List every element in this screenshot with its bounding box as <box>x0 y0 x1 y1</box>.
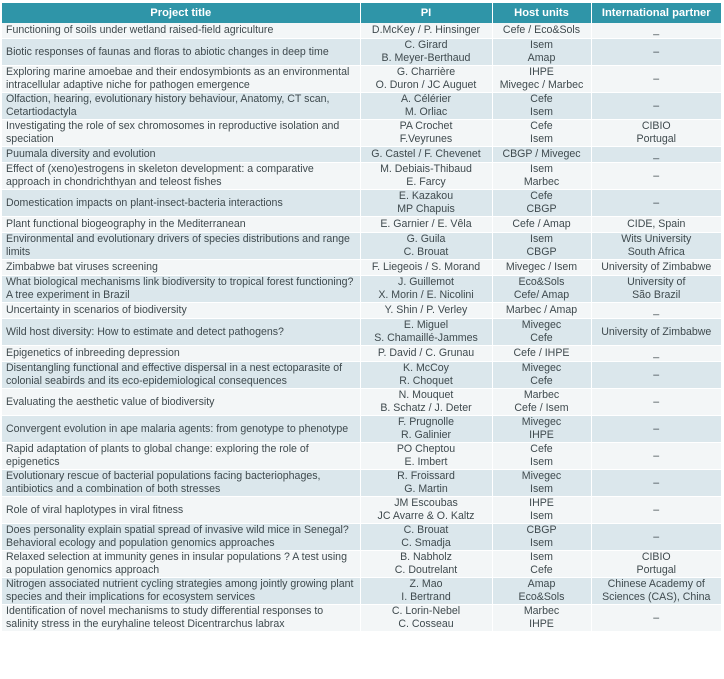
pi-cell <box>360 346 492 362</box>
pi-name: S. Chamaillé-Jammes <box>374 332 478 344</box>
pi-cell <box>360 470 492 497</box>
partner-line: São Brazil <box>632 289 681 301</box>
partner-cell <box>591 303 721 319</box>
pi-name: D.McKey / P. Hinsinger <box>371 24 481 37</box>
project-title-cell: Zimbabwe bat viruses screening <box>2 260 360 276</box>
pi-name: E. Farcy <box>406 176 446 188</box>
host-unit: Eco&Sols <box>518 591 565 603</box>
project-title-cell: What biological mechanisms link biodiversity to tropical forest functioning? A tree experiment in Brazil <box>2 276 360 303</box>
partner-cell <box>591 362 721 389</box>
pi-name: G. Castel / F. Chevenet <box>371 148 481 161</box>
pi-cell <box>360 163 492 190</box>
partner-line: – <box>653 422 660 435</box>
pi-cell <box>360 578 492 605</box>
pi-cell <box>360 217 492 233</box>
table-row <box>2 470 721 497</box>
host-units-cell <box>492 39 591 66</box>
host-unit: CBGP / Mivegec <box>502 148 581 161</box>
pi-name: B. Schatz / J. Deter <box>380 402 472 414</box>
partner-line: University of <box>627 276 686 289</box>
table-row <box>2 23 721 39</box>
host-unit: Isem <box>530 551 553 564</box>
host-unit: Cefe <box>530 443 553 456</box>
partner-line: CIDE, Spain <box>627 218 686 231</box>
pi-name: B. Meyer-Berthaud <box>381 52 471 64</box>
partner-line: – <box>653 449 660 462</box>
partner-line: – <box>653 476 660 489</box>
host-units-cell <box>492 23 591 39</box>
pi-name: N. Mouquet <box>398 389 454 402</box>
pi-cell <box>360 66 492 93</box>
project-title-cell: Identification of novel mechanisms to study differential responses to salinity stress in the euryhaline teleost Dicentrarchus labrax <box>2 605 360 632</box>
partner-cell <box>591 39 721 66</box>
partner-line: _ <box>653 304 660 317</box>
pi-name: JC Avarre & O. Kaltz <box>377 510 475 522</box>
project-title-cell: Does personality explain spatial spread of invasive wild mice in Senegal? Behavioral ecology and population genomics approaches <box>2 524 360 551</box>
host-unit: Mivegec <box>521 470 562 483</box>
host-units-cell <box>492 276 591 303</box>
host-unit: IHPE <box>529 497 554 510</box>
table-row <box>2 39 721 66</box>
pi-name: P. David / C. Grunau <box>377 347 475 360</box>
partner-cell <box>591 233 721 260</box>
host-units-cell <box>492 319 591 346</box>
project-title-cell: Effect of (xeno)estrogens in skeleton development: a comparative approach in chondrichthyan and teleost fishes <box>2 163 360 190</box>
pi-name: F. Prugnolle <box>398 416 454 429</box>
pi-cell <box>360 551 492 578</box>
partner-cell <box>591 389 721 416</box>
table-row <box>2 416 721 443</box>
pi-cell <box>360 416 492 443</box>
pi-name: C. Lorin-Nebel <box>391 605 461 618</box>
pi-cell <box>360 120 492 147</box>
project-title-cell: Role of viral haplotypes in viral fitness <box>2 497 360 524</box>
partner-cell <box>591 147 721 163</box>
pi-name: C. Brouat <box>403 524 449 537</box>
pi-name: R. Choquet <box>399 375 453 387</box>
project-title-cell: Environmental and evolutionary drivers of species distributions and range limits <box>2 233 360 260</box>
host-units-cell <box>492 147 591 163</box>
pi-name: PO Cheptou <box>396 443 456 456</box>
pi-name: G. Guila <box>406 233 446 246</box>
project-title-cell: Functioning of soils under wetland raised-field agriculture <box>2 23 360 39</box>
host-unit: Cefe / IHPE <box>513 347 570 360</box>
table-row <box>2 66 721 93</box>
projects-table-container <box>2 3 721 632</box>
host-units-cell <box>492 260 591 276</box>
host-unit: Cefe / Eco&Sols <box>502 24 581 37</box>
project-title-cell: Evaluating the aesthetic value of biodiversity <box>2 389 360 416</box>
host-unit: Mivegec / Marbec <box>499 79 584 91</box>
project-title-cell: Evolutionary rescue of bacterial populations facing bacteriophages, antibiotics and a combination of both stresses <box>2 470 360 497</box>
pi-name: C. Girard <box>404 39 448 52</box>
header-project-title: Project title <box>2 3 360 23</box>
partner-line: _ <box>653 24 660 37</box>
host-units-cell <box>492 551 591 578</box>
partner-cell <box>591 163 721 190</box>
host-unit: Isem <box>530 233 553 246</box>
host-units-cell <box>492 362 591 389</box>
pi-name: C. Doutrelant <box>394 564 458 576</box>
pi-name: R. Galinier <box>400 429 452 441</box>
host-unit: IHPE <box>529 618 554 630</box>
partner-cell <box>591 416 721 443</box>
partner-cell <box>591 23 721 39</box>
host-unit: Cefe <box>530 93 553 106</box>
table-row <box>2 303 721 319</box>
host-units-cell <box>492 443 591 470</box>
partner-line: – <box>653 368 660 381</box>
partner-line: Sciences (CAS), China <box>602 591 711 603</box>
pi-cell <box>360 303 492 319</box>
partner-line: _ <box>653 347 660 360</box>
pi-cell <box>360 276 492 303</box>
project-title-cell: Convergent evolution in ape malaria agents: from genotype to phenotype <box>2 416 360 443</box>
host-units-cell <box>492 524 591 551</box>
partner-line: CIBIO <box>641 120 671 133</box>
partner-line: _ <box>653 148 660 161</box>
host-unit: Isem <box>530 537 553 549</box>
pi-name: K. McCoy <box>403 362 449 375</box>
host-unit: Cefe / Amap <box>512 218 571 231</box>
host-units-cell <box>492 416 591 443</box>
host-unit: IHPE <box>529 66 554 79</box>
pi-cell <box>360 389 492 416</box>
partner-line: Wits University <box>621 233 692 246</box>
partner-cell <box>591 66 721 93</box>
host-unit: Isem <box>530 483 553 495</box>
host-unit: IHPE <box>529 429 554 441</box>
partner-cell <box>591 190 721 217</box>
pi-cell <box>360 443 492 470</box>
host-units-cell <box>492 163 591 190</box>
table-row <box>2 389 721 416</box>
partner-line: University of Zimbabwe <box>601 325 712 338</box>
project-title-cell: Relaxed selection at immunity genes in insular populations ? A test using a population genomics approach <box>2 551 360 578</box>
project-title-cell: Rapid adaptation of plants to global change: exploring the role of epigenetics <box>2 443 360 470</box>
pi-name: O. Duron / JC Auguet <box>375 79 477 91</box>
pi-cell <box>360 147 492 163</box>
pi-name: J. Guillemot <box>398 276 454 289</box>
pi-name: E. Imbert <box>404 456 448 468</box>
table-row <box>2 260 721 276</box>
partner-cell <box>591 578 721 605</box>
table-row <box>2 190 721 217</box>
host-units-cell <box>492 93 591 120</box>
host-units-cell <box>492 233 591 260</box>
pi-name: G. Martin <box>404 483 448 495</box>
partner-cell <box>591 470 721 497</box>
partner-cell <box>591 346 721 362</box>
pi-cell <box>360 497 492 524</box>
table-row <box>2 217 721 233</box>
partner-line: – <box>653 530 660 543</box>
pi-name: A. Célérier <box>400 93 452 106</box>
partner-line: – <box>653 72 660 85</box>
host-units-cell <box>492 346 591 362</box>
host-unit: Mivegec / Isem <box>505 261 578 274</box>
pi-name: E. Kazakou <box>398 190 454 203</box>
project-title-cell: Plant functional biogeography in the Mediterranean <box>2 217 360 233</box>
partner-line: – <box>653 196 660 209</box>
table-row <box>2 319 721 346</box>
header-host-units: Host units <box>492 3 591 23</box>
header-row <box>2 3 721 23</box>
host-unit: Marbec / Amap <box>505 304 578 317</box>
partner-line: – <box>653 395 660 408</box>
pi-name: X. Morin / E. Nicolini <box>378 289 474 301</box>
partner-line: – <box>653 99 660 112</box>
pi-name: G. Charrière <box>396 66 456 79</box>
pi-name: F.Veyrunes <box>399 133 453 145</box>
table-row <box>2 362 721 389</box>
host-unit: Marbec <box>523 389 560 402</box>
partner-line: Portugal <box>636 133 676 145</box>
project-title-cell: Investigating the role of sex chromosomes in reproductive isolation and speciation <box>2 120 360 147</box>
pi-name: Y. Shin / P. Verley <box>384 304 468 317</box>
host-unit: CBGP <box>526 246 557 258</box>
host-units-cell <box>492 303 591 319</box>
pi-name: E. Garnier / E. Vêla <box>380 218 472 231</box>
header-pi: PI <box>360 3 492 23</box>
table-row <box>2 346 721 362</box>
host-unit: Eco&Sols <box>518 276 565 289</box>
table-row <box>2 551 721 578</box>
pi-cell <box>360 605 492 632</box>
pi-name: C. Cosseau <box>398 618 454 630</box>
pi-cell <box>360 233 492 260</box>
table-row <box>2 233 721 260</box>
pi-name: F. Liegeois / S. Morand <box>371 261 481 274</box>
pi-cell <box>360 362 492 389</box>
host-unit: Isem <box>530 510 553 522</box>
partner-cell <box>591 551 721 578</box>
pi-cell <box>360 319 492 346</box>
host-unit: Cefe / Isem <box>514 402 569 414</box>
pi-name: R. Froissard <box>397 470 455 483</box>
host-unit: Cefe/ Amap <box>513 289 570 301</box>
table-row <box>2 497 721 524</box>
host-units-cell <box>492 470 591 497</box>
project-title-cell: Exploring marine amoebae and their endosymbionts as an environmental intracellular adaptive niche for pathogen emergence <box>2 66 360 93</box>
table-row <box>2 578 721 605</box>
table-row <box>2 443 721 470</box>
partner-cell <box>591 497 721 524</box>
host-unit: Cefe <box>530 375 553 387</box>
projects-table <box>2 3 721 632</box>
host-unit: Cefe <box>530 332 553 344</box>
host-units-cell <box>492 605 591 632</box>
host-unit: Mivegec <box>521 319 562 332</box>
host-units-cell <box>492 120 591 147</box>
partner-line: – <box>653 503 660 516</box>
pi-cell <box>360 39 492 66</box>
host-units-cell <box>492 389 591 416</box>
host-units-cell <box>492 497 591 524</box>
host-units-cell <box>492 217 591 233</box>
table-row <box>2 276 721 303</box>
pi-name: E. Miguel <box>403 319 449 332</box>
table-row <box>2 147 721 163</box>
pi-cell <box>360 524 492 551</box>
host-unit: Isem <box>530 39 553 52</box>
partner-cell <box>591 605 721 632</box>
project-title-cell: Olfaction, hearing, evolutionary history behaviour, Anatomy, CT scan, Cetartiodactyla <box>2 93 360 120</box>
pi-name: C. Smadja <box>401 537 451 549</box>
partner-line: University of Zimbabwe <box>601 261 712 274</box>
pi-name: PA Crochet <box>399 120 453 133</box>
host-units-cell <box>492 190 591 217</box>
host-unit: Isem <box>530 106 553 118</box>
table-header <box>2 3 721 23</box>
pi-cell <box>360 190 492 217</box>
table-row <box>2 120 721 147</box>
project-title-cell: Biotic responses of faunas and floras to abiotic changes in deep time <box>2 39 360 66</box>
pi-name: C. Brouat <box>403 246 449 258</box>
host-unit: Cefe <box>530 564 553 576</box>
partner-cell <box>591 319 721 346</box>
pi-name: M. Orliac <box>404 106 448 118</box>
partner-cell <box>591 217 721 233</box>
project-title-cell: Epigenetics of inbreeding depression <box>2 346 360 362</box>
partner-line: Chinese Academy of <box>607 578 705 591</box>
partner-line: CIBIO <box>641 551 671 564</box>
project-title-cell: Domestication impacts on plant-insect-bacteria interactions <box>2 190 360 217</box>
host-unit: Mivegec <box>521 416 562 429</box>
partner-cell <box>591 524 721 551</box>
pi-cell <box>360 23 492 39</box>
host-unit: Isem <box>530 456 553 468</box>
host-units-cell <box>492 66 591 93</box>
table-row <box>2 605 721 632</box>
partner-cell <box>591 443 721 470</box>
host-unit: Cefe <box>530 190 553 203</box>
pi-name: M. Debiais-Thibaud <box>380 163 472 176</box>
pi-name: JM Escoubas <box>394 497 458 510</box>
project-title-cell: Disentangling functional and effective dispersal in a nest ectoparasite of colonial seabirds and its eco-epidemiological consequences <box>2 362 360 389</box>
table-row <box>2 524 721 551</box>
partner-cell <box>591 260 721 276</box>
host-unit: CBGP <box>526 203 557 215</box>
partner-cell <box>591 120 721 147</box>
partner-line: – <box>653 169 660 182</box>
project-title-cell: Uncertainty in scenarios of biodiversity <box>2 303 360 319</box>
header-international-partner: International partner <box>591 3 721 23</box>
pi-cell <box>360 93 492 120</box>
host-unit: Isem <box>530 133 553 145</box>
table-row <box>2 93 721 120</box>
host-unit: Cefe <box>530 120 553 133</box>
pi-name: B. Nabholz <box>400 551 452 564</box>
partner-cell <box>591 93 721 120</box>
project-title-cell: Nitrogen associated nutrient cycling strategies among jointly growing plant species and their implications for ecosystem services <box>2 578 360 605</box>
host-unit: Amap <box>527 578 556 591</box>
host-unit: Isem <box>530 163 553 176</box>
partner-cell <box>591 276 721 303</box>
partner-line: Portugal <box>636 564 676 576</box>
host-unit: Amap <box>527 52 556 64</box>
host-units-cell <box>492 578 591 605</box>
table-row <box>2 163 721 190</box>
partner-line: – <box>653 45 660 58</box>
partner-line: South Africa <box>627 246 685 258</box>
host-unit: Marbec <box>523 605 560 618</box>
project-title-cell: Puumala diversity and evolution <box>2 147 360 163</box>
host-unit: CBGP <box>526 524 557 537</box>
pi-name: Z. Mao <box>409 578 443 591</box>
host-unit: Marbec <box>523 176 560 188</box>
pi-name: MP Chapuis <box>397 203 455 215</box>
host-unit: Mivegec <box>521 362 562 375</box>
partner-line: – <box>653 611 660 624</box>
project-title-cell: Wild host diversity: How to estimate and detect pathogens? <box>2 319 360 346</box>
pi-cell <box>360 260 492 276</box>
pi-name: I. Bertrand <box>401 591 451 603</box>
table-body <box>2 23 721 632</box>
